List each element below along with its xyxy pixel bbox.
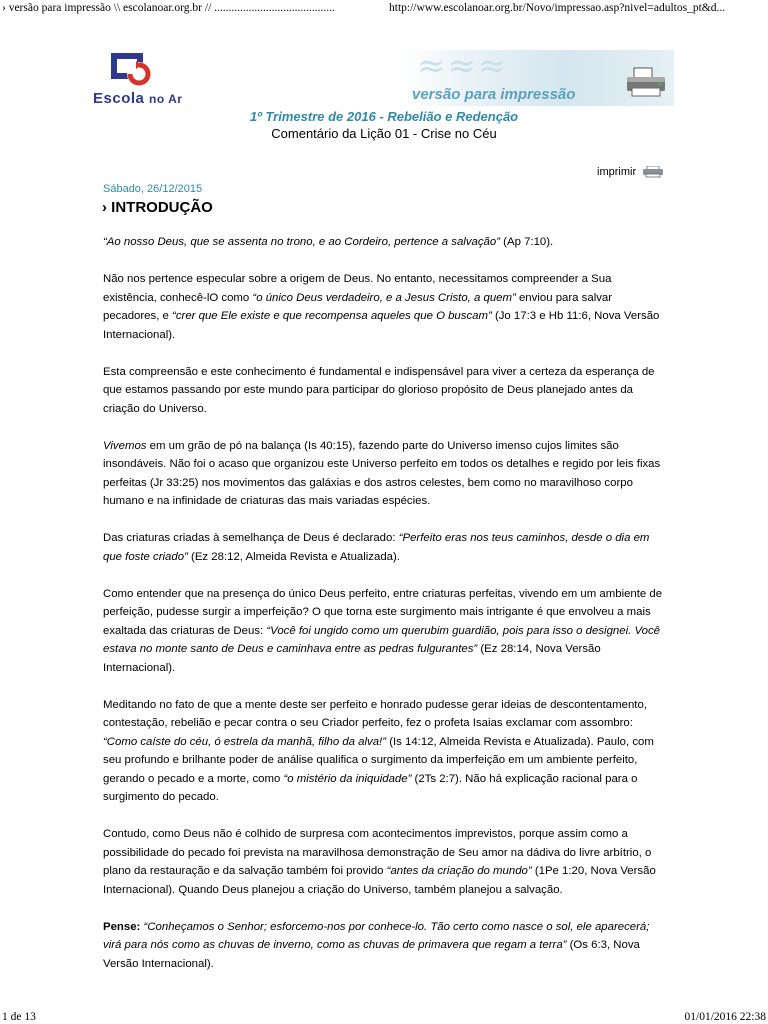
print-header-url: http://www.escolanoar.org.br/Novo/impressao.asp?nivel=adultos_pt&d... <box>389 2 726 14</box>
paragraph-6: Como entender que na presença do único Deus perfeito, entre criaturas perfeitas, vivendo em um ambiente de perfeição, pudesse surgir a imperfeição? O que torna este surgimento mais intrigante é que envolveu a mais exaltada das criaturas de Deus: “Você foi ungido como um querubim guardião, pois para isso o designei. Você estava no monte santo de Deus e caminhava entre as pedras fulgurantes” (Ez 28:14, Nova Versão Internacional). <box>103 587 663 674</box>
paragraph-5: Das criaturas criadas à semelhança de Deus é declarado: “Perfeito eras nos teus caminhos, desde o dia em que foste criado” (Ez 28:12, Almeida Revista e Atualizada). <box>103 532 650 563</box>
print-header-title: › versão para impressão \\ escolanoar.org.br // .......................................... <box>2 2 335 14</box>
page-counter: 1 de 13 <box>2 1011 36 1023</box>
print-timestamp: 01/01/2016 22:38 <box>684 1011 766 1023</box>
browser-print-header <box>0 0 768 18</box>
site-logo[interactable] <box>93 50 183 110</box>
printer-icon <box>642 166 664 178</box>
section-heading: › INTRODUÇÃO <box>102 199 213 216</box>
paragraph-4: Vivemos em um grão de pó na balança (Is 40:15), fazendo parte do Universo imenso cujos limites são insondáveis. Não foi o acaso que organizou este Universo perfeito em todos os detalhes e regido por leis fixas perfeitas (Jr 33:25) nos movimentos das galáxias e dos astros celestes, bem como no maravilhoso corpo humano e na infinidade de criaturas das mais variadas espécies. <box>103 439 661 507</box>
print-button[interactable] <box>597 166 664 178</box>
logo-mark-icon <box>110 52 156 90</box>
lesson-date: Sábado, 26/12/2015 <box>103 183 203 195</box>
logo-text: Escola no Ar <box>93 90 183 107</box>
paragraph-9: Pense: “Conheçamos o Senhor; esforcemo-nos por conhece-lo. Tão certo como nasce o sol, ele aparecerá; virá para nós como as chuvas de inverno, como as chuvas de primavera que regam a terra” (Os 6:3, Nova Versão Internacional). <box>103 920 650 970</box>
banner-label: versão para impressão <box>412 86 576 103</box>
quarter-subtitle: 1º Trimestre de 2016 - Rebelião e Redenção <box>249 109 519 124</box>
browser-print-footer <box>0 1008 768 1024</box>
banner-watermark: ≈≈≈ <box>417 50 509 86</box>
paragraph-3: Esta compreensão e este conhecimento é fundamental e indispensável para viver a certeza da esperança de que estamos passando por este mundo para participar do glorioso propósito de Deus planejado antes da criação do Universo. <box>103 365 655 415</box>
lesson-article <box>103 233 663 992</box>
paragraph-8: Contudo, como Deus não é colhido de surpresa com acontecimentos imprevistos, porque assim como a possibilidade do pecado foi prevista na maravilhosa demonstração de Seu amor na dádiva do livre arbítrio, o plano da restauração e da salvação também foi provido “antes da criação do mundo” (1Pe 1:20, Nova Versão Internacional). Quando Deus planejou a criação do Universo, também planejou a salvação. <box>103 828 656 896</box>
print-version-banner <box>402 50 674 106</box>
paragraph-2: Não nos pertence especular sobre a origem de Deus. No entanto, necessitamos compreender a Sua existência, conhecê-lO como “o único Deus verdadeiro, e a Jesus Cristo, a quem” enviou para salvar pecadores, e “crer que Ele existe e que recompensa aqueles que O buscam” (Jo 17:3 e Hb 11:6, Nova Versão Internacional). <box>103 273 660 341</box>
lesson-title: Comentário da Lição 01 - Crise no Céu <box>271 126 497 141</box>
printer-illustration-icon <box>624 66 668 100</box>
paragraph-1: “Ao nosso Deus, que se assenta no trono, e ao Cordeiro, pertence a salvação” (Ap 7:10). <box>103 236 554 248</box>
paragraph-7: Meditando no fato de que a mente deste ser perfeito e honrado pudesse gerar ideias de descontentamento, contestação, rebelião e pecar contra o seu Criador perfeito, fez o profeta Isaias exclamar com assombro: “Como caíste do céu, ó estrela da manhã, filho da alva!” (Is 14:12, Almeida Revista e Atualizada). Paulo, com seu profundo e brilhante poder de análise qualifica o surgimento da imperfeição em um ambiente perfeito, gerando o pecado e a morte, como “o mistério da iniquidade” (2Ts 2:7). Não há explicação racional para o surgimento do pecado. <box>103 698 654 803</box>
print-button-label: imprimir <box>597 166 637 178</box>
